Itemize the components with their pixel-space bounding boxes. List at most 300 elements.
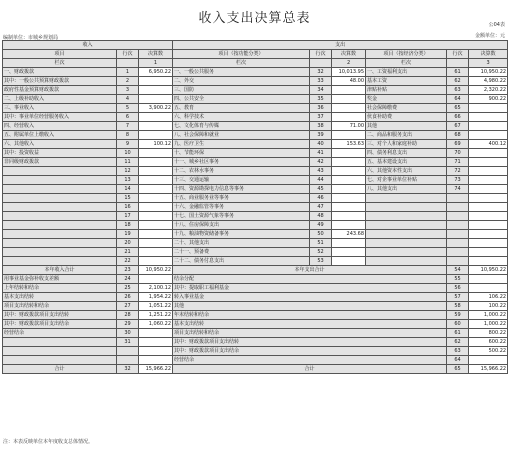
- income-amount: [139, 113, 173, 122]
- line-number: 41: [310, 149, 332, 158]
- func-item: 二、外交: [173, 77, 310, 86]
- line-number: 70: [447, 149, 469, 158]
- table-row: [3, 239, 508, 248]
- col-index: 3: [469, 59, 508, 68]
- summary-income-item: 项目支出结转和结余: [3, 302, 117, 311]
- table-row: [3, 167, 508, 176]
- header-row-3: [3, 59, 508, 68]
- econ-amount: [469, 239, 508, 248]
- func-amount: [332, 221, 366, 230]
- col-index: [310, 59, 332, 68]
- econ-item: [366, 203, 447, 212]
- summary-income-item: [3, 338, 117, 347]
- income-item: [3, 194, 117, 203]
- func-amount: [332, 167, 366, 176]
- report-table: [2, 40, 508, 374]
- line-number: 63: [447, 347, 469, 356]
- func-item: 十九、粮油物资储备事务: [173, 230, 310, 239]
- econ-item: 二、商品和服务支出: [366, 131, 447, 140]
- func-item: 五、教育: [173, 104, 310, 113]
- col-index: 栏次: [173, 59, 310, 68]
- footnote: 注：本表反映单位本年度收支总体情况。: [3, 439, 94, 445]
- summary-income-amount: [139, 275, 173, 284]
- econ-amount: [469, 167, 508, 176]
- line-number: 61: [447, 68, 469, 77]
- table-row: [3, 203, 508, 212]
- line-number: 47: [310, 203, 332, 212]
- func-amount: 243.68: [332, 230, 366, 239]
- income-total-label: 本年收入合计: [3, 266, 117, 275]
- income-amount: [139, 185, 173, 194]
- line-number: 32: [117, 365, 139, 374]
- summary-expense-item: 其中：财政拨款项目支出结余: [173, 347, 447, 356]
- col-index: 1: [139, 59, 173, 68]
- col-line-3: 行次: [447, 50, 469, 59]
- econ-item: [366, 248, 447, 257]
- line-number: 38: [310, 122, 332, 131]
- econ-amount: [469, 131, 508, 140]
- line-number: 33: [310, 77, 332, 86]
- expense-group-header: 支出: [173, 41, 508, 50]
- econ-item: 一、工资福利支出: [366, 68, 447, 77]
- summary-expense-item: 基本支出结转: [173, 320, 447, 329]
- line-number: 16: [117, 203, 139, 212]
- func-item: 一、一般公共服务: [173, 68, 310, 77]
- line-number: 4: [117, 95, 139, 104]
- line-number: 24: [117, 275, 139, 284]
- summary-expense-amount: 500.22: [469, 347, 508, 356]
- line-number: 22: [117, 257, 139, 266]
- func-amount: [332, 95, 366, 104]
- line-number: 51: [310, 239, 332, 248]
- line-number: 43: [310, 167, 332, 176]
- table-row: [3, 257, 508, 266]
- summary-income-amount: 1,051.22: [139, 302, 173, 311]
- func-item: 十二、农林水事务: [173, 167, 310, 176]
- summary-income-amount: 1,954.22: [139, 293, 173, 302]
- func-amount: [332, 194, 366, 203]
- line-number: 69: [447, 140, 469, 149]
- summary-expense-amount: 800.22: [469, 329, 508, 338]
- table-row: [3, 122, 508, 131]
- income-amount: [139, 95, 173, 104]
- income-item: [3, 257, 117, 266]
- line-number: [447, 203, 469, 212]
- line-number: 66: [447, 113, 469, 122]
- line-number: 2: [117, 77, 139, 86]
- income-item: 政府性基金预算财政拨款: [3, 86, 117, 95]
- econ-item: 七、对企事业单位补贴: [366, 176, 447, 185]
- line-number: 67: [447, 122, 469, 131]
- econ-item: [366, 194, 447, 203]
- expense-total-value: 10,950.22: [469, 266, 508, 275]
- func-amount: [332, 176, 366, 185]
- table-row: [3, 149, 508, 158]
- income-item: 其中：事业单位经营服务收入: [3, 113, 117, 122]
- table-row: [3, 95, 508, 104]
- func-amount: [332, 131, 366, 140]
- summary-income-item: 其中：财政拨款项目支出结转: [3, 311, 117, 320]
- expense-total-label: 本年支出合计: [173, 266, 447, 275]
- line-number: 52: [310, 248, 332, 257]
- line-number: 58: [447, 302, 469, 311]
- summary-income-amount: [139, 356, 173, 365]
- col-amount-3: 决算数: [469, 50, 508, 59]
- summary-expense-amount: [469, 275, 508, 284]
- line-number: [447, 194, 469, 203]
- econ-amount: [469, 248, 508, 257]
- line-number: 63: [447, 86, 469, 95]
- line-number: 14: [117, 185, 139, 194]
- line-number: [447, 230, 469, 239]
- line-number: 18: [117, 221, 139, 230]
- summary-expense-item: 其中：财政拨款项目支出结转: [173, 338, 447, 347]
- econ-item: [366, 239, 447, 248]
- summary-income-amount: 1,060.22: [139, 320, 173, 329]
- func-amount: [332, 158, 366, 167]
- table-row: [3, 104, 508, 113]
- income-amount: [139, 239, 173, 248]
- col-project: 项目: [3, 50, 117, 59]
- line-number: 32: [310, 68, 332, 77]
- grand-total-label: 合计: [3, 365, 117, 374]
- line-number: [447, 257, 469, 266]
- line-number: [447, 212, 469, 221]
- func-item: 四、公共安全: [173, 95, 310, 104]
- econ-item: [366, 221, 447, 230]
- line-number: 64: [447, 356, 469, 365]
- func-item: 三、国防: [173, 86, 310, 95]
- econ-amount: 2,320.22: [469, 86, 508, 95]
- summary-expense-item: 经营结余: [173, 356, 447, 365]
- income-item: [3, 248, 117, 257]
- func-amount: [332, 185, 366, 194]
- func-amount: 71.00: [332, 122, 366, 131]
- summary-income-item: [3, 356, 117, 365]
- func-amount: [332, 149, 366, 158]
- income-amount: [139, 248, 173, 257]
- func-item: 七、文化体育与传媒: [173, 122, 310, 131]
- econ-item: 三、对个人和家庭补助: [366, 140, 447, 149]
- econ-item: 六、其他资本性支出: [366, 167, 447, 176]
- table-row: [3, 230, 508, 239]
- econ-amount: [469, 203, 508, 212]
- col-amount-2: 决算数: [332, 50, 366, 59]
- income-amount: [139, 230, 173, 239]
- summary-row: [3, 302, 508, 311]
- income-item: 六、其他收入: [3, 140, 117, 149]
- income-item: [3, 185, 117, 194]
- line-number: 49: [310, 221, 332, 230]
- summary-row: [3, 356, 508, 365]
- line-number: 60: [447, 320, 469, 329]
- func-item: 八、社会保障和就业: [173, 131, 310, 140]
- summary-expense-amount: 106.22: [469, 293, 508, 302]
- func-amount: [332, 203, 366, 212]
- income-item: 一、财政拨款: [3, 68, 117, 77]
- econ-amount: [469, 212, 508, 221]
- line-number: 65: [447, 365, 469, 374]
- line-number: [117, 347, 139, 356]
- summary-income-item: [3, 347, 117, 356]
- table-row: [3, 158, 508, 167]
- table-row: [3, 221, 508, 230]
- func-amount: [332, 239, 366, 248]
- func-item: 十八、住房保障支出: [173, 221, 310, 230]
- summary-row: [3, 329, 508, 338]
- line-number: 8: [117, 131, 139, 140]
- col-index: 2: [332, 59, 366, 68]
- func-item: 二十、其他支出: [173, 239, 310, 248]
- econ-amount: [469, 113, 508, 122]
- income-item: [3, 203, 117, 212]
- func-amount: [332, 248, 366, 257]
- summary-expense-item: 结余分配: [173, 275, 447, 284]
- line-number: 26: [117, 293, 139, 302]
- line-number: 44: [310, 176, 332, 185]
- table-row: [3, 185, 508, 194]
- summary-row: [3, 275, 508, 284]
- income-item: [3, 212, 117, 221]
- line-number: 48: [310, 212, 332, 221]
- summary-row: [3, 284, 508, 293]
- func-amount: 48.00: [332, 77, 366, 86]
- func-amount: [332, 212, 366, 221]
- line-number: 72: [447, 167, 469, 176]
- summary-row: [3, 320, 508, 329]
- report-title: 收入支出决算总表: [198, 11, 311, 26]
- income-item: [3, 167, 117, 176]
- table-row: [3, 113, 508, 122]
- econ-amount: [469, 122, 508, 131]
- income-amount: [139, 167, 173, 176]
- summary-expense-item: 项目支出结转和结余: [173, 329, 447, 338]
- income-amount: [139, 212, 173, 221]
- income-amount: [139, 194, 173, 203]
- func-item: 十四、资源勘探电力信息等事务: [173, 185, 310, 194]
- line-number: 71: [447, 158, 469, 167]
- func-item: 九、医疗卫生: [173, 140, 310, 149]
- econ-amount: [469, 158, 508, 167]
- income-amount: [139, 203, 173, 212]
- line-number: 59: [447, 311, 469, 320]
- func-item: 十五、商业服务业等事务: [173, 194, 310, 203]
- line-number: 42: [310, 158, 332, 167]
- econ-amount: [469, 230, 508, 239]
- table-body: [3, 41, 508, 374]
- func-item: 十三、交通运输: [173, 176, 310, 185]
- summary-income-item: 其中：财政拨款项目支出结余: [3, 320, 117, 329]
- func-item: 十七、国土资源气象等事务: [173, 212, 310, 221]
- econ-amount: 400.12: [469, 140, 508, 149]
- line-number: 40: [310, 140, 332, 149]
- grand-total-exp-label: 合计: [173, 365, 447, 374]
- line-number: 27: [117, 302, 139, 311]
- line-number: 61: [447, 329, 469, 338]
- col-func: 项目（按功能分类）: [173, 50, 310, 59]
- summary-expense-amount: 1,000.22: [469, 311, 508, 320]
- line-number: 12: [117, 167, 139, 176]
- line-number: 5: [117, 104, 139, 113]
- income-item: 四、经营收入: [3, 122, 117, 131]
- econ-amount: [469, 257, 508, 266]
- income-amount: [139, 221, 173, 230]
- summary-expense-item: 转入事业基金: [173, 293, 447, 302]
- line-number: 62: [447, 77, 469, 86]
- econ-amount: [469, 176, 508, 185]
- amount-unit: 金额单位：元: [474, 33, 505, 39]
- line-number: 73: [447, 176, 469, 185]
- func-item: 十、节能环保: [173, 149, 310, 158]
- grand-total-row: [3, 365, 508, 374]
- econ-item: 津贴补贴: [366, 86, 447, 95]
- table-row: [3, 131, 508, 140]
- econ-item: 八、其他支出: [366, 185, 447, 194]
- header-row-1: [3, 41, 508, 50]
- col-index: 栏次: [3, 59, 117, 68]
- func-amount: [332, 257, 366, 266]
- func-amount: [332, 104, 366, 113]
- func-item: 二十二、债务付息支出: [173, 257, 310, 266]
- summary-row: [3, 293, 508, 302]
- econ-item: [366, 257, 447, 266]
- func-amount: 153.63: [332, 140, 366, 149]
- table-row: [3, 86, 508, 95]
- line-number: 13: [117, 176, 139, 185]
- line-number: 9: [117, 140, 139, 149]
- col-index: [117, 59, 139, 68]
- grand-total-value: 15,966.22: [139, 365, 173, 374]
- income-amount: 100.12: [139, 140, 173, 149]
- line-number: 6: [117, 113, 139, 122]
- line-number: 31: [117, 338, 139, 347]
- income-amount: [139, 86, 173, 95]
- line-number: 74: [447, 185, 469, 194]
- col-econ: 项目（按经济分类）: [366, 50, 447, 59]
- line-number: 7: [117, 122, 139, 131]
- col-index: 栏次: [366, 59, 447, 68]
- col-index: [447, 59, 469, 68]
- income-amount: [139, 176, 173, 185]
- summary-income-amount: [139, 338, 173, 347]
- line-number: 65: [447, 104, 469, 113]
- line-number: 53: [310, 257, 332, 266]
- summary-income-amount: [139, 329, 173, 338]
- summary-expense-item: 年末结转和结余: [173, 311, 447, 320]
- summary-expense-item: 其中：提取职工福利基金: [173, 284, 447, 293]
- income-group-header: 收入: [3, 41, 173, 50]
- func-amount: 10,013.95: [332, 68, 366, 77]
- line-number: 23: [117, 266, 139, 275]
- unit-line: 编制单位：市城乡规划局: [3, 35, 59, 41]
- col-amount: 决算数: [139, 50, 173, 59]
- line-number: 45: [310, 185, 332, 194]
- func-item: 十一、城乡社区事务: [173, 158, 310, 167]
- income-item: 二、上级补助收入: [3, 95, 117, 104]
- line-number: 57: [447, 293, 469, 302]
- table-row: [3, 194, 508, 203]
- line-number: 55: [447, 275, 469, 284]
- income-item: [3, 176, 117, 185]
- line-number: 35: [310, 95, 332, 104]
- func-item: 十六、金融监管等事务: [173, 203, 310, 212]
- table-row: [3, 140, 508, 149]
- header-row-2: [3, 50, 508, 59]
- summary-expense-amount: 1,000.22: [469, 320, 508, 329]
- summary-income-item: 用事业基金弥补收支差额: [3, 275, 117, 284]
- line-number: [447, 248, 469, 257]
- econ-amount: [469, 221, 508, 230]
- line-number: 20: [117, 239, 139, 248]
- income-amount: [139, 149, 173, 158]
- line-number: 11: [117, 158, 139, 167]
- line-number: [447, 221, 469, 230]
- line-number: 10: [117, 149, 139, 158]
- line-number: 3: [117, 86, 139, 95]
- line-number: 56: [447, 284, 469, 293]
- summary-row: [3, 347, 508, 356]
- line-number: 17: [117, 212, 139, 221]
- income-item: [3, 221, 117, 230]
- line-number: 39: [310, 131, 332, 140]
- line-number: 62: [447, 338, 469, 347]
- grand-total-exp-value: 15,966.22: [469, 365, 508, 374]
- line-number: 28: [117, 311, 139, 320]
- line-number: 15: [117, 194, 139, 203]
- econ-amount: [469, 194, 508, 203]
- line-number: 68: [447, 131, 469, 140]
- econ-amount: 900.22: [469, 95, 508, 104]
- line-number: 30: [117, 329, 139, 338]
- table-row: [3, 68, 508, 77]
- income-item: [3, 230, 117, 239]
- line-number: 25: [117, 284, 139, 293]
- econ-item: 其他: [366, 122, 447, 131]
- col-line: 行次: [117, 50, 139, 59]
- line-number: 46: [310, 194, 332, 203]
- form-number: 公04表: [488, 22, 505, 28]
- summary-income-item: 经营结余: [3, 329, 117, 338]
- econ-item: 基本工资: [366, 77, 447, 86]
- econ-amount: [469, 104, 508, 113]
- income-item: 其中：一般公共预算财政拨款: [3, 77, 117, 86]
- econ-amount: 10,950.22: [469, 68, 508, 77]
- table-row: [3, 77, 508, 86]
- line-number: 64: [447, 95, 469, 104]
- line-number: 37: [310, 113, 332, 122]
- income-amount: [139, 257, 173, 266]
- econ-item: 奖金: [366, 95, 447, 104]
- income-amount: [139, 131, 173, 140]
- line-number: 19: [117, 230, 139, 239]
- income-item: 五、附属单位上缴收入: [3, 131, 117, 140]
- econ-item: [366, 212, 447, 221]
- income-item: 非同级财政拨款: [3, 158, 117, 167]
- income-amount: [139, 158, 173, 167]
- summary-income-amount: 1,251.22: [139, 311, 173, 320]
- line-number: 21: [117, 248, 139, 257]
- income-amount: 6,950.22: [139, 68, 173, 77]
- line-number: 54: [447, 266, 469, 275]
- econ-amount: [469, 149, 508, 158]
- col-sub: 行次: [310, 50, 332, 59]
- econ-amount: 4,980.22: [469, 77, 508, 86]
- line-number: 50: [310, 230, 332, 239]
- summary-income-item: 上年结转和结余: [3, 284, 117, 293]
- summary-income-amount: 2,100.12: [139, 284, 173, 293]
- income-item: [3, 239, 117, 248]
- line-number: 34: [310, 86, 332, 95]
